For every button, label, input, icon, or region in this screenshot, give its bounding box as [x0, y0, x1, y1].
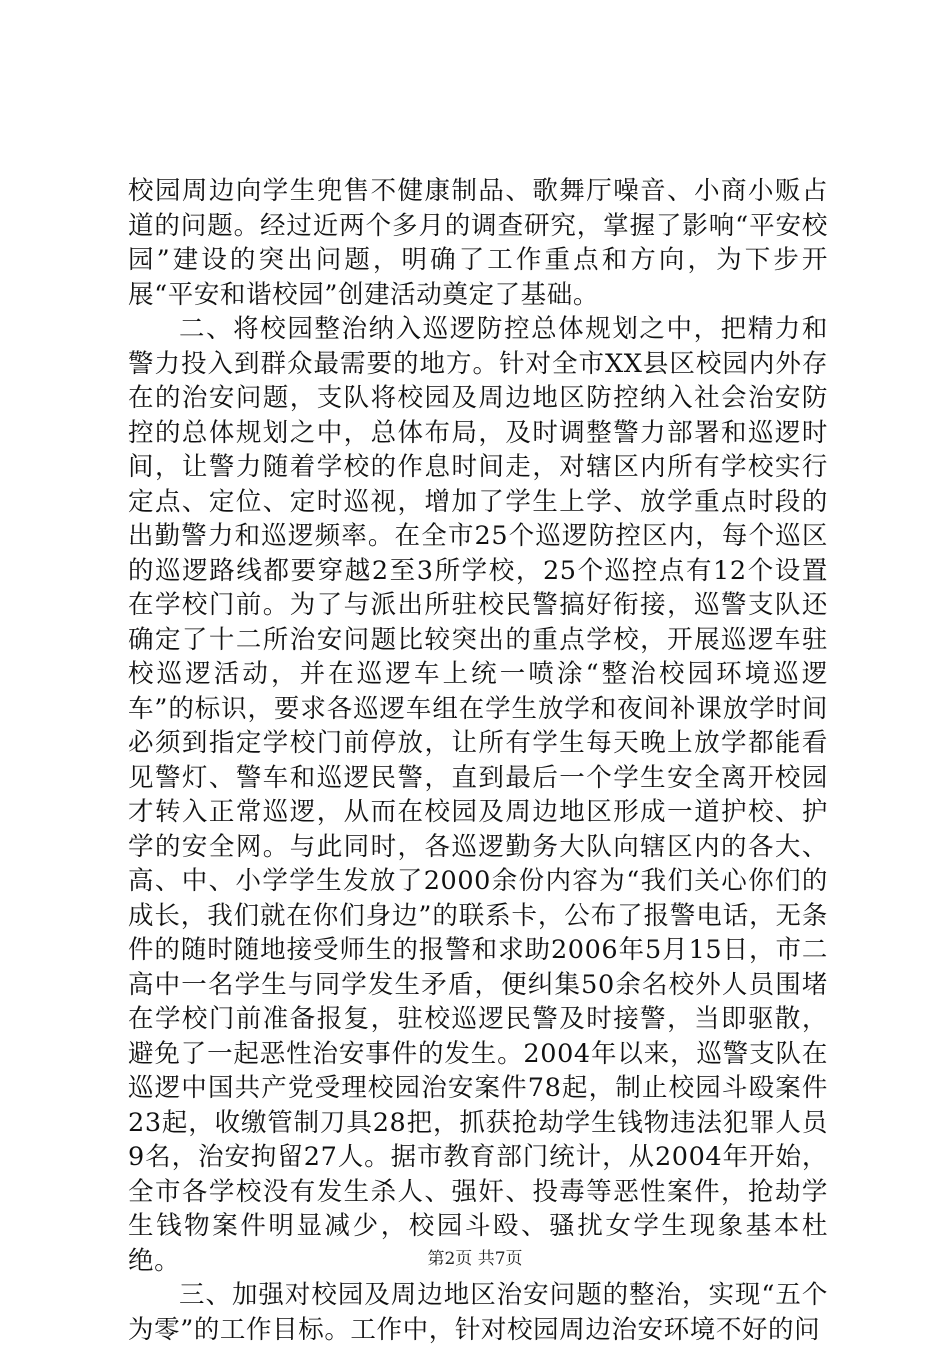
- paragraph-continuation: 校园周边向学生兜售不健康制品、歌舞厅噪音、小商小贩占道的问题。经过近两个多月的调查研究，掌握了影响“平安校园”建设的突出问题，明确了工作重点和方向，为下步开展“平安和谐校园”创建活动奠定了基础。: [128, 176, 828, 310]
- document-body: [128, 174, 828, 1347]
- paragraph-section-two: 二、将校园整治纳入巡逻防控总体规划之中，把精力和警力投入到群众最需要的地方。针对全市XX县区校园内外存在的治安问题，支队将校园及周边地区防控纳入社会治安防控的总体规划之中，总体布局，及时调整警力部署和巡逻时间，让警力随着学校的作息时间走，对辖区内所有学校实行定点、定位、定时巡视，增加了学生上学、放学重点时段的出勤警力和巡逻频率。在全市25个巡逻防控区内，每个巡区的巡逻路线都要穿越2至3所学校，25个巡控点有12个设置在学校门前。为了与派出所驻校民警搞好衔接，巡警支队还确定了十二所治安问题比较突出的重点学校，开展巡逻车驻校巡逻活动，并在巡逻车上统一喷涂“整治校园环境巡逻车”的标识，要求各巡逻车组在学生放学和夜间补课放学时间必须到指定学校门前停放，让所有学生每天晚上放学都能看见警灯、警车和巡逻民警，直到最后一个学生安全离开校园才转入正常巡逻，从而在校园及周边地区形成一道护校、护学的安全网。与此同时，各巡逻勤务大队向辖区内的各大、高、中、小学学生发放了2000余份内容为“我们关心你们的成长，我们就在你们身边”的联系卡，公布了报警电话，无条件的随时随地接受师生的报警和求助2006年5月15日，市二高中一名学生与同学发生矛盾，便纠集50余名校外人员围堵在学校门前准备报复，驻校巡逻民警及时接警，当即驱散，避免了一起恶性治安事件的发生。2004年以来，巡警支队在巡逻中国共产党受理校园治安案件78起，制止校园斗殴案件23起，收缴管制刀具28把，抓获抢劫学生钱物违法犯罪人员9名，治安拘留27人。据市教育部门统计，从2004年开始，全市各学校没有发生杀人、强奸、投毒等恶性案件，抢劫学生钱物案件明显减少，校园斗殴、骚扰女学生现象基本杜绝。: [128, 314, 828, 1276]
- paragraph-section-three: 三、加强对校园及周边地区治安问题的整治，实现“五个为零”的工作目标。工作中，针对校园周边治安环境不好的问: [128, 1280, 828, 1345]
- page-number-footer: 第2页 共7页: [427, 1249, 523, 1269]
